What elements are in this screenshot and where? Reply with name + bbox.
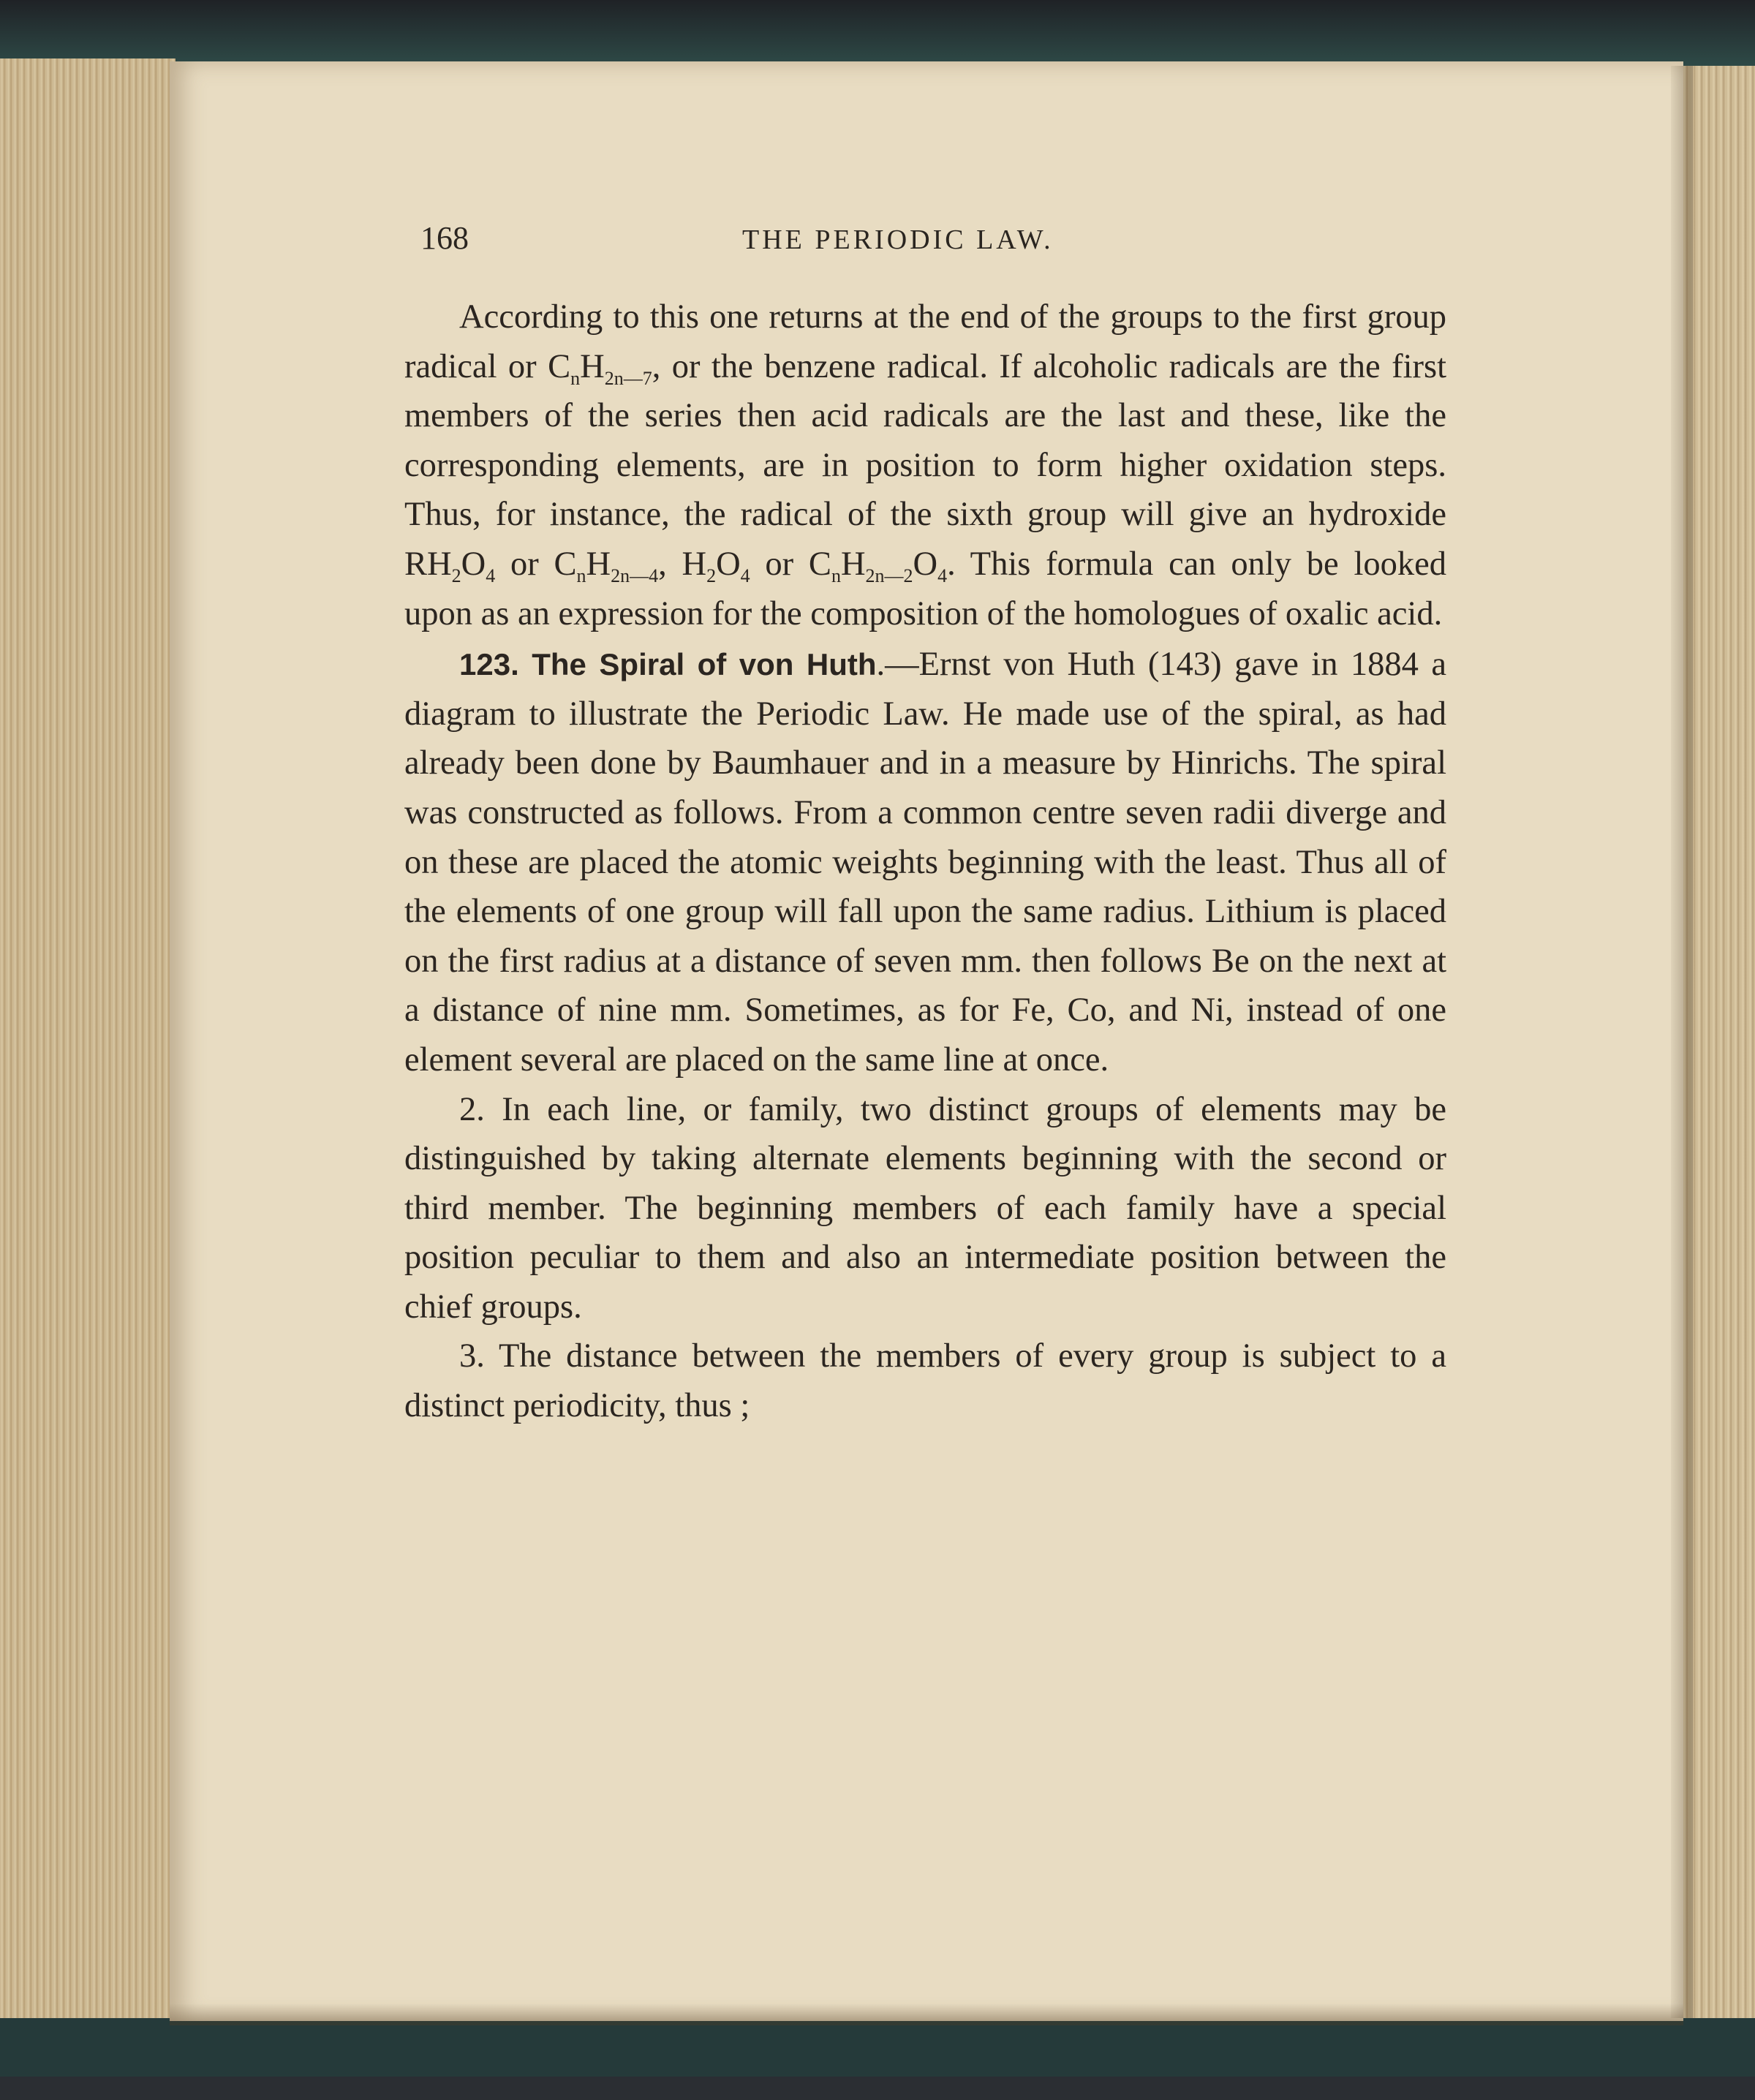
body-text xyxy=(404,292,1446,1431)
paragraph-point-2: 2. In each line, or family, two distinct groups of elements may be distinguished by taking alternate elements beginning with the second or third member. The beginning members of each family have a special position peculiar to them and also an intermediate position between the chief groups. xyxy=(404,1090,1446,1326)
page-bottom-shadow xyxy=(170,2003,1683,2025)
page-header xyxy=(420,219,1444,263)
left-page-stack xyxy=(0,58,176,2018)
gutter-shadow xyxy=(1671,66,1693,2018)
cover-top-edge xyxy=(0,0,1755,66)
running-head: THE PERIODIC LAW. xyxy=(742,224,1054,255)
page-number: 168 xyxy=(420,220,469,256)
paragraph-radicals: According to this one returns at the end of the groups to the first group radical or $C_nH_{2n—7}$, or the benzene radical. If alcoholic radicals are the first members of the series then acid radicals are the last and these, like the corresponding elements, are in position to form higher oxidation steps. Thus, for instance, the radical of the sixth group will give an hydroxide $RH_2O_4$ or $C_nH_{2n—4}$, $H_2O_4$ or $C_nH_{2n—2}O_4$. This formula can only be looked upon as an expression for the composition of the homologues of oxalic acid. xyxy=(404,298,1447,632)
right-page-edges xyxy=(1682,66,1755,2018)
paragraph-spiral-of-von-huth: 123. The Spiral of von Huth.—Ernst von Huth (143) gave in 1884 a diagram to illustrate the Periodic Law. He made use of the spiral, as had already been done by Baumhauer and in a measure by Hinrichs. The spiral was constructed as follows. From a common centre seven radii diverge and on these are placed the atomic weights beginning with the least. Thus all of the elements of one group will fall upon the same radius. Lithium is placed on the first radius at a distance of seven mm. then follows Be on the next at a distance of nine mm. Sometimes, as for Fe, Co, and Ni, instead of one element several are placed on the same line at once. xyxy=(404,646,1446,1079)
section-heading: 123. The Spiral of von Huth xyxy=(459,647,877,682)
paragraph-point-3: 3. The distance between the members of every group is subject to a distinct periodicity, thus ; xyxy=(404,1337,1446,1425)
